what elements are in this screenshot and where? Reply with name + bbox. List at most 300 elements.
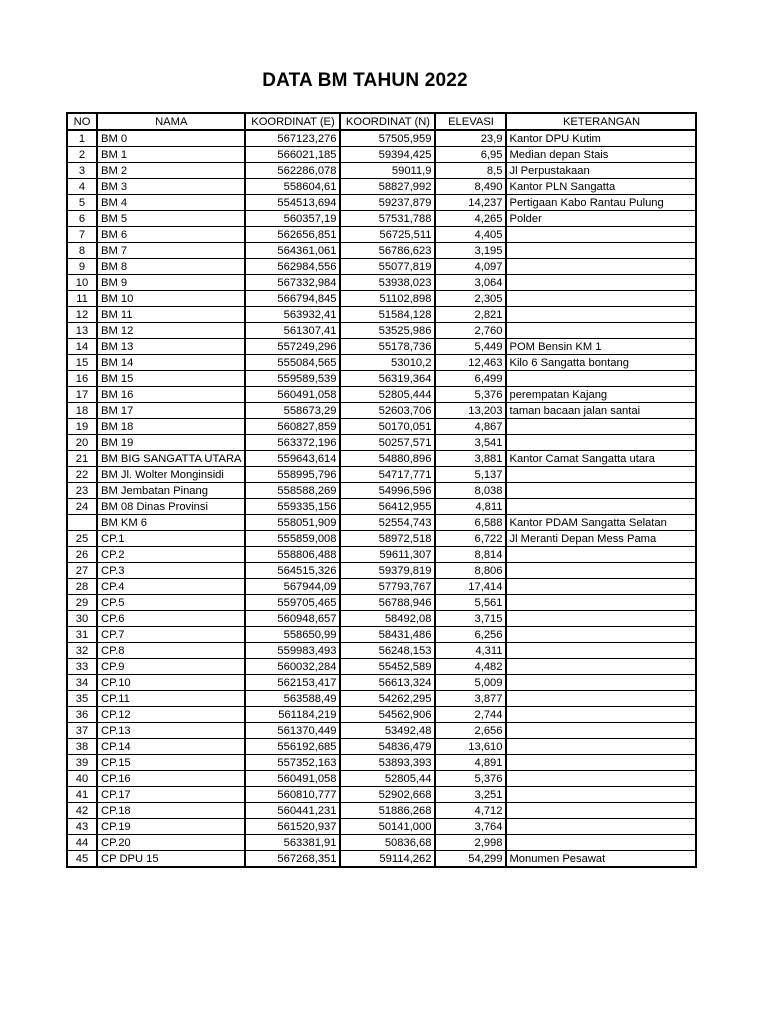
cell-elevasi: 4,712 xyxy=(435,803,506,819)
table-row xyxy=(67,371,696,387)
cell-no: 3 xyxy=(67,163,97,179)
cell-no: 25 xyxy=(67,531,97,547)
cell-koordinat-n: 53893,393 xyxy=(340,755,435,771)
cell-keterangan: Pertigaan Kabo Rantau Pulung xyxy=(506,195,696,211)
table-row xyxy=(67,339,696,355)
cell-koordinat-n: 57531,788 xyxy=(340,211,435,227)
cell-keterangan xyxy=(506,803,696,819)
cell-no: 45 xyxy=(67,851,97,868)
cell-keterangan: Kilo 6 Sangatta bontang xyxy=(506,355,696,371)
cell-elevasi: 2,760 xyxy=(435,323,506,339)
table-row xyxy=(67,595,696,611)
table-row xyxy=(67,579,696,595)
cell-elevasi: 8,5 xyxy=(435,163,506,179)
table-row xyxy=(67,611,696,627)
cell-nama: CP.16 xyxy=(97,771,245,787)
header-no: NO xyxy=(67,113,97,130)
cell-no: 24 xyxy=(67,499,97,515)
table-row xyxy=(67,851,696,868)
cell-no: 9 xyxy=(67,259,97,275)
cell-nama: BM 15 xyxy=(97,371,245,387)
cell-koordinat-n: 59379,819 xyxy=(340,563,435,579)
table-row xyxy=(67,691,696,707)
cell-elevasi: 13,610 xyxy=(435,739,506,755)
cell-nama: CP.17 xyxy=(97,787,245,803)
table-row xyxy=(67,163,696,179)
cell-keterangan xyxy=(506,787,696,803)
cell-nama: CP.14 xyxy=(97,739,245,755)
cell-no: 33 xyxy=(67,659,97,675)
cell-koordinat-e: 555859,008 xyxy=(245,531,340,547)
cell-koordinat-e: 557352,163 xyxy=(245,755,340,771)
cell-koordinat-n: 57793,767 xyxy=(340,579,435,595)
cell-koordinat-e: 561184,219 xyxy=(245,707,340,723)
cell-nama: BM BIG SANGATTA UTARA xyxy=(97,451,245,467)
cell-no: 38 xyxy=(67,739,97,755)
cell-koordinat-e: 559705,465 xyxy=(245,595,340,611)
cell-nama: BM 8 xyxy=(97,259,245,275)
cell-koordinat-e: 555084,565 xyxy=(245,355,340,371)
cell-keterangan xyxy=(506,435,696,451)
cell-nama: CP.20 xyxy=(97,835,245,851)
cell-no: 6 xyxy=(67,211,97,227)
cell-koordinat-e: 560491,058 xyxy=(245,387,340,403)
cell-elevasi: 13,203 xyxy=(435,403,506,419)
cell-elevasi: 23,9 xyxy=(435,130,506,147)
cell-elevasi: 2,656 xyxy=(435,723,506,739)
table-row xyxy=(67,819,696,835)
table-row xyxy=(67,723,696,739)
cell-no: 26 xyxy=(67,547,97,563)
cell-keterangan xyxy=(506,563,696,579)
cell-koordinat-e: 559589,539 xyxy=(245,371,340,387)
table-row xyxy=(67,659,696,675)
cell-no: 32 xyxy=(67,643,97,659)
table-row xyxy=(67,387,696,403)
bm-data-table xyxy=(66,112,697,868)
table-row xyxy=(67,451,696,467)
cell-keterangan xyxy=(506,659,696,675)
cell-no: 2 xyxy=(67,147,97,163)
cell-keterangan: perempatan Kajang xyxy=(506,387,696,403)
cell-nama: BM 11 xyxy=(97,307,245,323)
table-row xyxy=(67,259,696,275)
cell-no: 10 xyxy=(67,275,97,291)
cell-elevasi: 2,821 xyxy=(435,307,506,323)
cell-elevasi: 54,299 xyxy=(435,851,506,868)
cell-koordinat-e: 567332,984 xyxy=(245,275,340,291)
cell-koordinat-n: 55178,736 xyxy=(340,339,435,355)
cell-elevasi: 4,405 xyxy=(435,227,506,243)
cell-koordinat-e: 558806,488 xyxy=(245,547,340,563)
cell-no: 14 xyxy=(67,339,97,355)
cell-no: 19 xyxy=(67,419,97,435)
cell-elevasi: 5,561 xyxy=(435,595,506,611)
cell-nama: CP.18 xyxy=(97,803,245,819)
cell-keterangan xyxy=(506,819,696,835)
cell-keterangan: Polder xyxy=(506,211,696,227)
table-row xyxy=(67,435,696,451)
cell-no: 23 xyxy=(67,483,97,499)
cell-nama: CP.2 xyxy=(97,547,245,563)
cell-elevasi: 5,376 xyxy=(435,387,506,403)
cell-koordinat-n: 57505,959 xyxy=(340,130,435,147)
cell-koordinat-n: 56248,153 xyxy=(340,643,435,659)
table-row xyxy=(67,275,696,291)
cell-koordinat-n: 51102,898 xyxy=(340,291,435,307)
cell-koordinat-n: 59611,307 xyxy=(340,547,435,563)
cell-koordinat-e: 559643,614 xyxy=(245,451,340,467)
cell-keterangan: Kantor DPU Kutim xyxy=(506,130,696,147)
cell-koordinat-e: 559335,156 xyxy=(245,499,340,515)
cell-koordinat-n: 54562,906 xyxy=(340,707,435,723)
cell-elevasi: 4,482 xyxy=(435,659,506,675)
cell-nama: CP.5 xyxy=(97,595,245,611)
cell-nama: CP.9 xyxy=(97,659,245,675)
cell-koordinat-n: 56725,511 xyxy=(340,227,435,243)
cell-koordinat-n: 52902,668 xyxy=(340,787,435,803)
cell-keterangan xyxy=(506,723,696,739)
cell-nama: CP.15 xyxy=(97,755,245,771)
table-row xyxy=(67,307,696,323)
cell-koordinat-n: 54717,771 xyxy=(340,467,435,483)
cell-nama: BM 9 xyxy=(97,275,245,291)
cell-koordinat-e: 560357,19 xyxy=(245,211,340,227)
cell-elevasi: 3,064 xyxy=(435,275,506,291)
table-row xyxy=(67,771,696,787)
cell-koordinat-e: 561370,449 xyxy=(245,723,340,739)
cell-nama: CP.13 xyxy=(97,723,245,739)
cell-koordinat-e: 558673,29 xyxy=(245,403,340,419)
cell-nama: CP.1 xyxy=(97,531,245,547)
cell-keterangan xyxy=(506,707,696,723)
cell-koordinat-n: 56319,364 xyxy=(340,371,435,387)
table-row xyxy=(67,179,696,195)
cell-elevasi: 4,867 xyxy=(435,419,506,435)
table-row xyxy=(67,515,696,531)
cell-keterangan: Monumen Pesawat xyxy=(506,851,696,868)
cell-koordinat-e: 562656,851 xyxy=(245,227,340,243)
table-row xyxy=(67,675,696,691)
cell-elevasi: 2,744 xyxy=(435,707,506,723)
table-row xyxy=(67,803,696,819)
cell-keterangan: taman bacaan jalan santai xyxy=(506,403,696,419)
cell-koordinat-e: 567123,276 xyxy=(245,130,340,147)
table-row xyxy=(67,499,696,515)
cell-koordinat-e: 560810,777 xyxy=(245,787,340,803)
cell-koordinat-n: 53492,48 xyxy=(340,723,435,739)
cell-koordinat-n: 56788,946 xyxy=(340,595,435,611)
cell-koordinat-e: 558051,909 xyxy=(245,515,340,531)
cell-koordinat-n: 50257,571 xyxy=(340,435,435,451)
table-row xyxy=(67,563,696,579)
cell-nama: BM 19 xyxy=(97,435,245,451)
cell-no: 1 xyxy=(67,130,97,147)
cell-nama: BM Jl. Wolter Monginsidi xyxy=(97,467,245,483)
cell-koordinat-n: 56786,623 xyxy=(340,243,435,259)
cell-koordinat-n: 58492,08 xyxy=(340,611,435,627)
cell-no: 39 xyxy=(67,755,97,771)
cell-no: 12 xyxy=(67,307,97,323)
cell-no: 42 xyxy=(67,803,97,819)
cell-koordinat-e: 560827,859 xyxy=(245,419,340,435)
cell-keterangan xyxy=(506,739,696,755)
cell-no: 35 xyxy=(67,691,97,707)
cell-koordinat-e: 558604,61 xyxy=(245,179,340,195)
cell-no: 21 xyxy=(67,451,97,467)
table-header-row xyxy=(67,113,696,130)
cell-nama: BM 7 xyxy=(97,243,245,259)
cell-elevasi: 4,097 xyxy=(435,259,506,275)
table-row xyxy=(67,419,696,435)
cell-elevasi: 5,449 xyxy=(435,339,506,355)
cell-koordinat-n: 51584,128 xyxy=(340,307,435,323)
cell-nama: BM 3 xyxy=(97,179,245,195)
cell-koordinat-n: 54880,896 xyxy=(340,451,435,467)
cell-no: 22 xyxy=(67,467,97,483)
cell-keterangan xyxy=(506,595,696,611)
cell-elevasi: 5,137 xyxy=(435,467,506,483)
cell-koordinat-e: 567944,09 xyxy=(245,579,340,595)
cell-koordinat-e: 566021,185 xyxy=(245,147,340,163)
cell-elevasi: 5,376 xyxy=(435,771,506,787)
cell-keterangan xyxy=(506,419,696,435)
cell-no: 5 xyxy=(67,195,97,211)
cell-koordinat-e: 560032,284 xyxy=(245,659,340,675)
cell-keterangan: Kantor Camat Sangatta utara xyxy=(506,451,696,467)
cell-elevasi: 3,877 xyxy=(435,691,506,707)
document-title: DATA BM TAHUN 2022 xyxy=(262,70,468,91)
header-koordinat-n: KOORDINAT (N) xyxy=(340,113,435,130)
cell-nama: BM 18 xyxy=(97,419,245,435)
header-nama: NAMA xyxy=(97,113,245,130)
cell-elevasi: 8,814 xyxy=(435,547,506,563)
cell-keterangan: POM Bensin KM 1 xyxy=(506,339,696,355)
cell-keterangan xyxy=(506,371,696,387)
cell-keterangan xyxy=(506,323,696,339)
cell-no: 41 xyxy=(67,787,97,803)
table-row xyxy=(67,323,696,339)
cell-koordinat-e: 560441,231 xyxy=(245,803,340,819)
cell-nama: CP.19 xyxy=(97,819,245,835)
cell-nama: BM 13 xyxy=(97,339,245,355)
cell-koordinat-n: 58972,518 xyxy=(340,531,435,547)
cell-koordinat-n: 52805,444 xyxy=(340,387,435,403)
cell-no: 11 xyxy=(67,291,97,307)
cell-keterangan xyxy=(506,483,696,499)
cell-keterangan xyxy=(506,579,696,595)
cell-koordinat-e: 563381,91 xyxy=(245,835,340,851)
cell-keterangan xyxy=(506,259,696,275)
cell-koordinat-n: 58827,992 xyxy=(340,179,435,195)
cell-elevasi: 17,414 xyxy=(435,579,506,595)
cell-koordinat-n: 55077,819 xyxy=(340,259,435,275)
cell-keterangan xyxy=(506,691,696,707)
cell-no: 7 xyxy=(67,227,97,243)
table-row xyxy=(67,627,696,643)
cell-koordinat-e: 561307,41 xyxy=(245,323,340,339)
cell-elevasi: 3,195 xyxy=(435,243,506,259)
cell-koordinat-n: 50836,68 xyxy=(340,835,435,851)
cell-no: 28 xyxy=(67,579,97,595)
cell-koordinat-n: 54836,479 xyxy=(340,739,435,755)
cell-koordinat-n: 59237,879 xyxy=(340,195,435,211)
cell-elevasi: 2,305 xyxy=(435,291,506,307)
cell-no: 40 xyxy=(67,771,97,787)
cell-elevasi: 12,463 xyxy=(435,355,506,371)
cell-koordinat-n: 59114,262 xyxy=(340,851,435,868)
cell-nama: CP.3 xyxy=(97,563,245,579)
cell-keterangan xyxy=(506,307,696,323)
cell-koordinat-e: 566794,845 xyxy=(245,291,340,307)
cell-keterangan xyxy=(506,643,696,659)
cell-elevasi: 8,806 xyxy=(435,563,506,579)
cell-koordinat-n: 50141,000 xyxy=(340,819,435,835)
cell-koordinat-e: 563372,196 xyxy=(245,435,340,451)
cell-koordinat-n: 52554,743 xyxy=(340,515,435,531)
cell-koordinat-n: 51886,268 xyxy=(340,803,435,819)
table-row xyxy=(67,227,696,243)
cell-keterangan xyxy=(506,227,696,243)
table-row xyxy=(67,787,696,803)
table-row xyxy=(67,835,696,851)
cell-koordinat-e: 558650,99 xyxy=(245,627,340,643)
cell-keterangan xyxy=(506,243,696,259)
cell-koordinat-n: 56613,324 xyxy=(340,675,435,691)
cell-elevasi: 4,311 xyxy=(435,643,506,659)
header-keterangan: KETERANGAN xyxy=(506,113,696,130)
cell-koordinat-e: 562984,556 xyxy=(245,259,340,275)
cell-elevasi: 6,588 xyxy=(435,515,506,531)
cell-koordinat-n: 53010,2 xyxy=(340,355,435,371)
cell-koordinat-e: 562286,078 xyxy=(245,163,340,179)
cell-koordinat-e: 554513,694 xyxy=(245,195,340,211)
cell-koordinat-e: 567268,351 xyxy=(245,851,340,868)
table-row xyxy=(67,707,696,723)
cell-elevasi: 2,998 xyxy=(435,835,506,851)
cell-no: 8 xyxy=(67,243,97,259)
cell-no xyxy=(67,515,97,531)
header-elevasi: ELEVASI xyxy=(435,113,506,130)
cell-koordinat-n: 53525,986 xyxy=(340,323,435,339)
table-row xyxy=(67,483,696,499)
table-row xyxy=(67,467,696,483)
cell-koordinat-n: 54262,295 xyxy=(340,691,435,707)
cell-koordinat-e: 564515,326 xyxy=(245,563,340,579)
table-body xyxy=(67,130,696,867)
cell-keterangan xyxy=(506,755,696,771)
cell-koordinat-n: 53938,023 xyxy=(340,275,435,291)
cell-no: 34 xyxy=(67,675,97,691)
cell-koordinat-e: 563932,41 xyxy=(245,307,340,323)
cell-elevasi: 8,038 xyxy=(435,483,506,499)
cell-no: 18 xyxy=(67,403,97,419)
table-row xyxy=(67,531,696,547)
cell-koordinat-e: 557249,296 xyxy=(245,339,340,355)
cell-elevasi: 6,95 xyxy=(435,147,506,163)
cell-elevasi: 4,265 xyxy=(435,211,506,227)
cell-keterangan xyxy=(506,499,696,515)
table-row xyxy=(67,755,696,771)
cell-nama: CP.6 xyxy=(97,611,245,627)
cell-no: 13 xyxy=(67,323,97,339)
cell-keterangan xyxy=(506,835,696,851)
table-row xyxy=(67,643,696,659)
cell-nama: BM 17 xyxy=(97,403,245,419)
cell-elevasi: 4,891 xyxy=(435,755,506,771)
cell-keterangan: Jl Perpustakaan xyxy=(506,163,696,179)
cell-keterangan xyxy=(506,611,696,627)
cell-nama: BM KM 6 xyxy=(97,515,245,531)
cell-no: 43 xyxy=(67,819,97,835)
cell-keterangan xyxy=(506,771,696,787)
cell-koordinat-e: 556192,685 xyxy=(245,739,340,755)
cell-nama: CP.7 xyxy=(97,627,245,643)
cell-nama: CP DPU 15 xyxy=(97,851,245,868)
cell-elevasi: 3,881 xyxy=(435,451,506,467)
cell-no: 44 xyxy=(67,835,97,851)
cell-koordinat-e: 563588,49 xyxy=(245,691,340,707)
cell-nama: BM 14 xyxy=(97,355,245,371)
cell-elevasi: 8,490 xyxy=(435,179,506,195)
cell-no: 4 xyxy=(67,179,97,195)
cell-koordinat-e: 559983,493 xyxy=(245,643,340,659)
cell-no: 17 xyxy=(67,387,97,403)
cell-nama: CP.11 xyxy=(97,691,245,707)
cell-koordinat-n: 52603,706 xyxy=(340,403,435,419)
cell-elevasi: 3,251 xyxy=(435,787,506,803)
cell-nama: BM 16 xyxy=(97,387,245,403)
cell-no: 36 xyxy=(67,707,97,723)
table-row xyxy=(67,355,696,371)
table-row xyxy=(67,291,696,307)
cell-no: 37 xyxy=(67,723,97,739)
cell-nama: BM 0 xyxy=(97,130,245,147)
cell-keterangan: Jl Meranti Depan Mess Pama xyxy=(506,531,696,547)
cell-koordinat-n: 58431,486 xyxy=(340,627,435,643)
cell-keterangan xyxy=(506,547,696,563)
table-row xyxy=(67,195,696,211)
cell-elevasi: 14,237 xyxy=(435,195,506,211)
table-row xyxy=(67,403,696,419)
cell-nama: BM 6 xyxy=(97,227,245,243)
cell-elevasi: 6,256 xyxy=(435,627,506,643)
cell-elevasi: 6,499 xyxy=(435,371,506,387)
cell-keterangan xyxy=(506,467,696,483)
cell-nama: BM 12 xyxy=(97,323,245,339)
cell-keterangan xyxy=(506,627,696,643)
cell-nama: BM 5 xyxy=(97,211,245,227)
cell-no: 16 xyxy=(67,371,97,387)
cell-koordinat-e: 560491,058 xyxy=(245,771,340,787)
cell-no: 31 xyxy=(67,627,97,643)
cell-koordinat-n: 55452,589 xyxy=(340,659,435,675)
cell-nama: CP.12 xyxy=(97,707,245,723)
cell-koordinat-e: 564361,061 xyxy=(245,243,340,259)
cell-nama: BM 08 Dinas Provinsi xyxy=(97,499,245,515)
cell-koordinat-e: 561520,937 xyxy=(245,819,340,835)
cell-koordinat-e: 562153,417 xyxy=(245,675,340,691)
cell-koordinat-e: 558995,796 xyxy=(245,467,340,483)
table-row xyxy=(67,547,696,563)
cell-nama: BM 10 xyxy=(97,291,245,307)
cell-elevasi: 6,722 xyxy=(435,531,506,547)
cell-koordinat-n: 54996,596 xyxy=(340,483,435,499)
cell-no: 29 xyxy=(67,595,97,611)
cell-keterangan xyxy=(506,675,696,691)
table-row xyxy=(67,243,696,259)
cell-keterangan: Kantor PDAM Sangatta Selatan xyxy=(506,515,696,531)
